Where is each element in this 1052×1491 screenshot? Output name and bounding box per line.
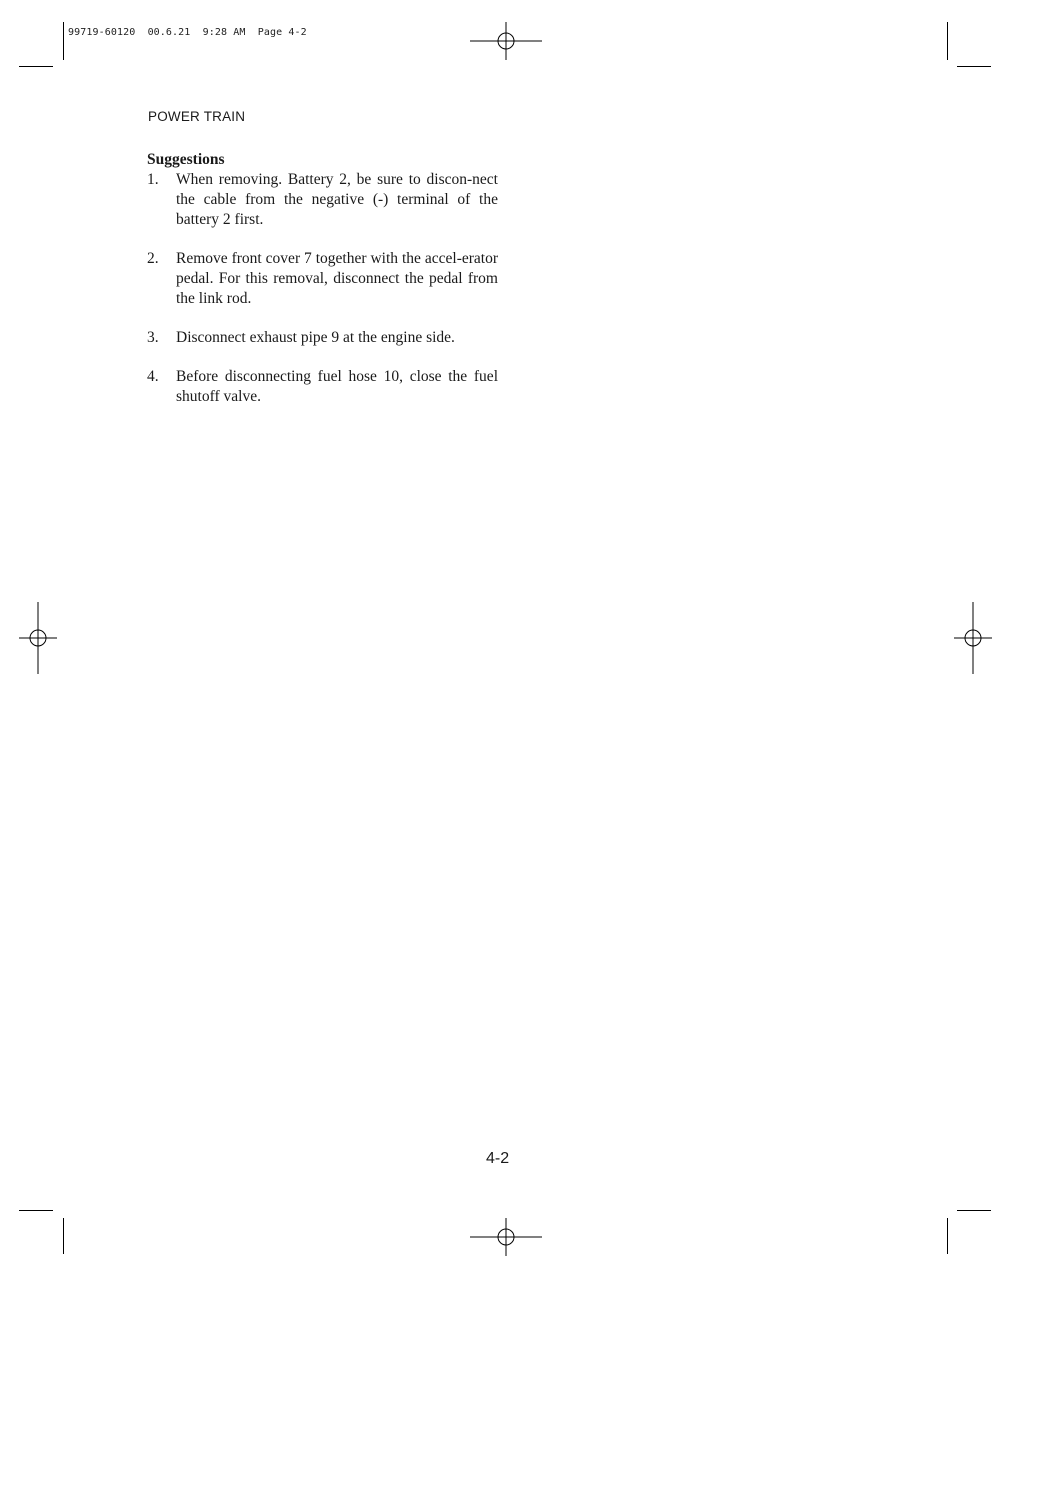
suggestions-heading: Suggestions xyxy=(147,151,225,168)
crop-mark-top-right-vertical xyxy=(947,22,948,60)
registration-mark-right-icon xyxy=(937,602,1009,674)
list-item-number: 1. xyxy=(147,171,159,188)
crop-mark-top-left-horizontal xyxy=(19,66,53,67)
list-item-text: Before disconnecting fuel hose 10, close the fuel shutoff valve. xyxy=(176,368,498,405)
crop-mark-bottom-right-horizontal xyxy=(957,1210,991,1211)
registration-mark-top-icon xyxy=(470,5,542,77)
list-item xyxy=(147,367,498,407)
list-item-number: 4. xyxy=(147,368,159,385)
list-item-number: 3. xyxy=(147,329,159,346)
crop-mark-top-left-vertical xyxy=(63,22,64,60)
list-item-text: Remove front cover 7 together with the accel-erator pedal. For this removal, disconnect the pedal from the link rod. xyxy=(176,250,498,307)
suggestions-list xyxy=(147,170,498,407)
crop-mark-bottom-left-horizontal xyxy=(19,1210,53,1211)
section-header: POWER TRAIN xyxy=(148,109,246,124)
crop-mark-bottom-right-vertical xyxy=(947,1218,948,1254)
list-item-text: Disconnect exhaust pipe 9 at the engine side. xyxy=(176,329,455,346)
list-item xyxy=(147,328,498,348)
list-item-text: When removing. Battery 2, be sure to discon-nect the cable from the negative (-) terminal of the battery 2 first. xyxy=(176,171,498,228)
suggestions-section xyxy=(147,150,498,426)
crop-mark-bottom-left-vertical xyxy=(63,1218,64,1254)
list-item-number: 2. xyxy=(147,250,159,267)
printer-slug: 99719-60120 00.6.21 9:28 AM Page 4-2 xyxy=(68,27,307,38)
crop-mark-top-right-horizontal xyxy=(957,66,991,67)
registration-mark-bottom-icon xyxy=(470,1201,542,1273)
list-item xyxy=(147,249,498,309)
list-item xyxy=(147,170,498,230)
page-number: 4-2 xyxy=(486,1150,510,1167)
registration-mark-left-icon xyxy=(2,602,74,674)
